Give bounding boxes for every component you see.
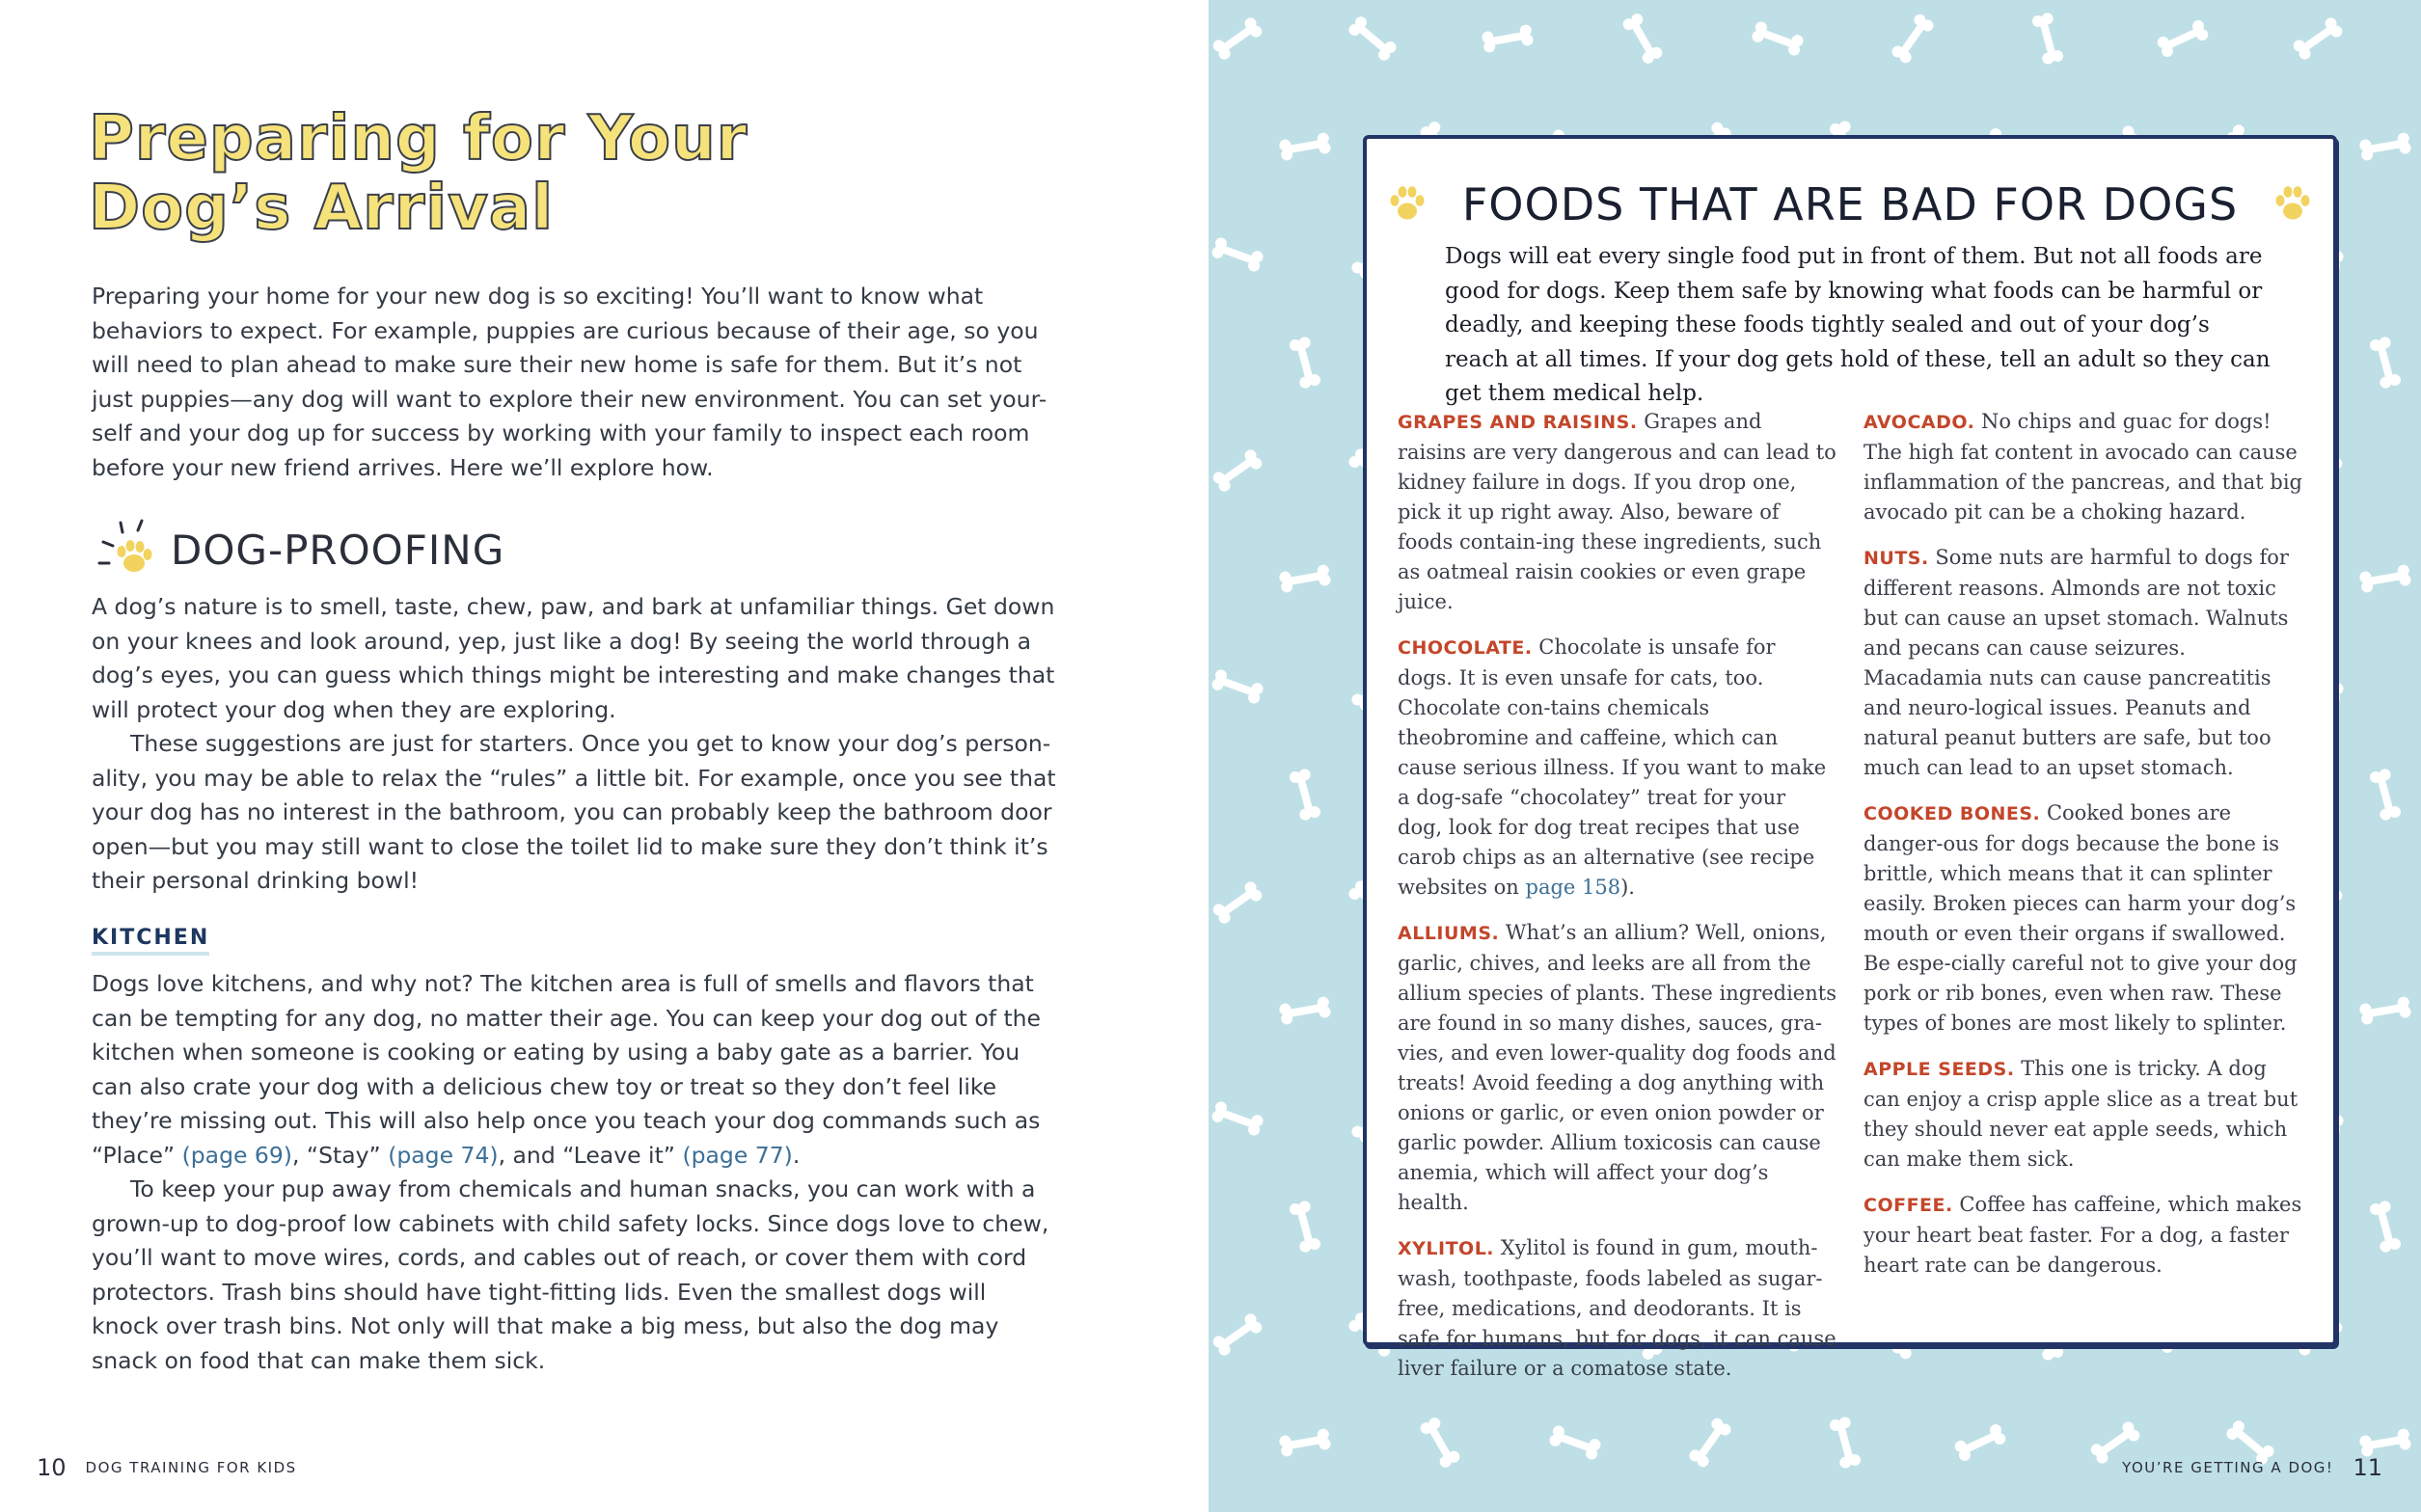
- food-text: Some nuts are harmful to dogs for different reasons. Almonds are not toxic but can cause an upset stomach. Walnuts and pecans can cause seizures. Macadamia nuts can cause pancreatitis and neuro-logical issues. Peanuts and natural peanut butters are safe, but too much can lead to an upset stomach.: [1863, 546, 2289, 779]
- page-69-link[interactable]: (page 69): [181, 1141, 292, 1169]
- bone-icon: [1210, 1311, 1264, 1358]
- bone-icon: [1210, 447, 1264, 494]
- bone-icon: [1751, 20, 1805, 57]
- bone-icon: [2369, 336, 2403, 390]
- dog-proofing-p1: A dog’s nature is to smell, taste, chew, paw, and bark at unfamiliar things. Get down on your knees and look around, yep, just like a dog! By seeing the world through a dog’s eyes, you can guess which things might be interesting and make changes that will protect your dog when they are exploring.: [92, 593, 1055, 723]
- food-text: What’s an allium? Well, onions, garlic, chives, and leeks are all from the allium species of plants. These ingredients are found in so many dishes, sauces, gra-vies, and even lower-quality dog foods and treats! Avoid feeding a dog anything with onions or garlic, or even onion powder or garlic powder. Allium toxicosis can cause anemia, which will affect your dog’s health.: [1398, 921, 1836, 1214]
- burst-paw-svg: [92, 513, 165, 586]
- title-line-2: Dog’s Arrival: [89, 173, 555, 244]
- bone-icon: [1289, 336, 1322, 390]
- sidebar-box: [1363, 135, 2337, 1380]
- bone-icon: [2358, 1428, 2411, 1458]
- footer-left: [37, 1454, 297, 1481]
- bone-icon: [1278, 132, 1331, 162]
- bone-icon: [1620, 12, 1664, 66]
- page-77-link[interactable]: (page 77): [682, 1141, 793, 1169]
- page-number-left: 10: [37, 1454, 67, 1481]
- food-label: APPLE SEEDS.: [1863, 1059, 2015, 1080]
- food-text: Grapes and raisins are very dangerous and can lead to kidney failure in dogs. If you drop one, pick it up right away. Also, beware of foods contain-ing these ingredients, such as oatmeal raisin cookies or even grape juice.: [1398, 410, 1836, 613]
- bone-icon: [1210, 879, 1264, 926]
- bone-icon: [2291, 15, 2344, 62]
- footer-right: [2122, 1454, 2382, 1481]
- kitchen-p1-text-c: , and “Leave it”: [498, 1141, 683, 1169]
- running-head-left: DOG TRAINING FOR KIDS: [85, 1459, 297, 1476]
- paw-icon: [2271, 182, 2315, 227]
- intro-paragraph: [92, 280, 1056, 485]
- burst-icon: [92, 513, 165, 586]
- bone-icon: [1210, 15, 1264, 62]
- right-page: [1209, 0, 2421, 1512]
- dog-proofing-body: [92, 590, 1056, 899]
- box-intro: Dogs will eat every single food put in front of them. But not all foods are good for dogs. Keep them safe by knowing what foods can be harmful or deadly, and keeping these foods tightly sealed and out of your dog’s reach at all times. If your dog gets hold of these, tell an adult so they can get them medical help.: [1445, 244, 2271, 406]
- bone-icon: [2369, 768, 2403, 822]
- bone-icon: [1210, 668, 1265, 705]
- bone-icon: [2369, 1200, 2403, 1254]
- left-page: [0, 0, 1209, 1512]
- bone-icon: [1687, 1416, 1733, 1469]
- page-title: [89, 104, 748, 243]
- bone-icon: [2358, 564, 2411, 594]
- bone-icon: [1210, 236, 1265, 273]
- food-label: COFFEE.: [1863, 1195, 1953, 1216]
- kitchen-body: [92, 967, 1056, 1378]
- food-label: ALLIUMS.: [1398, 923, 1500, 944]
- food-item: [1398, 918, 1836, 1218]
- food-label: CHOCOLATE.: [1398, 637, 1533, 659]
- paw-icon: [1385, 182, 1429, 227]
- bone-icon: [1481, 24, 1534, 54]
- food-item: [1863, 1190, 2302, 1281]
- food-label: GRAPES AND RAISINS.: [1398, 412, 1638, 433]
- title-line-1: Preparing for Your: [89, 103, 748, 175]
- bone-icon: [2358, 132, 2411, 162]
- page-number-right: 11: [2353, 1454, 2382, 1481]
- bone-icon: [1278, 996, 1331, 1026]
- dog-proofing-p2: These suggestions are just for starters. Once you get to know your dog’s person-ality, you may be able to relax the “rules” a little bit. For example, once you see that your dog has no interest in the bathroom, you can probably keep the bathroom door open—but you may still want to close the toilet lid to make sure they don’t think it’s their personal drinking bowl!: [92, 730, 1056, 894]
- intro-text: Preparing your home for your new dog is so exciting! You’ll want to know what behaviors to expect. For example, puppies are curious because of their age, so you will need to plan ahead to make sure their new home is safe for them. But it’s not just puppies—any dog will want to explore their new environment. You can set your-self and your dog up for success by working with your family to inspect each room before your new friend arrives. Here we’ll explore how.: [92, 283, 1047, 481]
- kitchen-p1: [92, 967, 1056, 1173]
- bone-icon: [1210, 1100, 1265, 1137]
- food-item: [1863, 1054, 2302, 1174]
- box-title: FOODS THAT ARE BAD FOR DOGS: [1461, 178, 2239, 230]
- food-item: [1398, 407, 1836, 617]
- food-item: [1398, 633, 1836, 903]
- bone-icon: [1890, 12, 1936, 65]
- kitchen-p1-text-d: .: [792, 1141, 801, 1169]
- bone-icon: [1278, 1428, 1331, 1458]
- bone-icon: [1953, 1422, 2007, 1463]
- food-label: NUTS.: [1863, 548, 1929, 569]
- foods-column-2: [1863, 407, 2302, 1296]
- page-74-link[interactable]: (page 74): [388, 1141, 499, 1169]
- food-label: AVOCADO.: [1863, 412, 1975, 433]
- food-text: Xylitol is found in gum, mouth-wash, toothpaste, foods labeled as sugar-free, medications, and deodorants. It is safe for humans, but for dogs, it can cause liver failure or a comatose state.: [1398, 1236, 1836, 1380]
- bone-icon: [1289, 1200, 1322, 1254]
- food-label: XYLITOL.: [1398, 1238, 1495, 1259]
- bone-icon: [2156, 18, 2210, 59]
- foods-column-1: [1398, 407, 1836, 1399]
- section-header-dog-proofing: [92, 511, 504, 588]
- running-head-right: YOU’RE GETTING A DOG!: [2122, 1459, 2334, 1476]
- food-item: [1398, 1233, 1836, 1384]
- food-text: Chocolate is unsafe for dogs. It is even unsafe for cats, too. Chocolate con-tains chemicals theobromine and caffeine, which can cause serious illness. If you want to make a dog-safe “chocolatey” treat for your dog, look for dog treat recipes that use carob chips as an alternative (see recipe websites on: [1398, 635, 1827, 899]
- kitchen-heading: KITCHEN: [92, 926, 209, 956]
- kitchen-p1-text-a: Dogs love kitchens, and why not? The kitchen area is full of smells and flavors that can be tempting for any dog, no matter their age. You can keep your dog out of the kitchen when someone is cooking or eating by using a baby gate as a barrier. You can also crate your dog with a delicious chew toy or treat so they don’t feel like they’re missing out. This will also help once you teach your dog commands such as “Place”: [92, 970, 1042, 1169]
- food-text: Cooked bones are danger-ous for dogs because the bone is brittle, which means that it can splinter easily. Broken pieces can harm your dog’s mouth or even their organs if swallowed. Be espe-cially careful not to give your dog pork or rib bones, even when raw. These types of bones are most likely to splinter.: [1863, 801, 2298, 1035]
- bone-icon: [1347, 14, 1399, 63]
- food-item: [1863, 543, 2302, 783]
- bone-icon: [2358, 996, 2411, 1026]
- bone-icon: [1289, 768, 1322, 822]
- kitchen-p1-text-b: , “Stay”: [291, 1141, 389, 1169]
- bone-icon: [1418, 1416, 1461, 1470]
- food-text: This one is tricky. A dog can enjoy a crisp apple slice as a treat but they should never eat apple seeds, which can make them sick.: [1863, 1057, 2299, 1171]
- box-title-row: [1367, 166, 2333, 243]
- bone-icon: [1278, 564, 1331, 594]
- bone-icon: [2031, 12, 2065, 66]
- food-text: No chips and guac for dogs! The high fat content in avocado can cause inflammation of the pancreas, and that big avocado pit can be a choking hazard.: [1863, 410, 2302, 524]
- bone-icon: [1829, 1416, 1863, 1470]
- food-item: [1863, 407, 2302, 527]
- food-item: [1863, 798, 2302, 1039]
- bone-icon: [1548, 1424, 1602, 1461]
- section-title: DOG-PROOFING: [171, 526, 505, 574]
- food-text-tail: ).: [1620, 876, 1635, 899]
- kitchen-p2: To keep your pup away from chemicals and human snacks, you can work with a grown-up to dog-proof low cabinets with child safety locks. Since dogs love to chew, you’ll want to move wires, cords, and cables out of reach, or cover them with cord protectors. Trash bins should have tight-fitting lids. Even the smallest dogs will knock over trash bins. Not only will that make a big mess, but also the dog may snack on food that can make them sick.: [92, 1175, 1049, 1374]
- food-label: COOKED BONES.: [1863, 803, 2041, 824]
- food-text: Coffee has caffeine, which makes your heart beat faster. For a dog, a faster heart rate can be dangerous.: [1863, 1193, 2302, 1277]
- page-158-link[interactable]: page 158: [1525, 876, 1621, 899]
